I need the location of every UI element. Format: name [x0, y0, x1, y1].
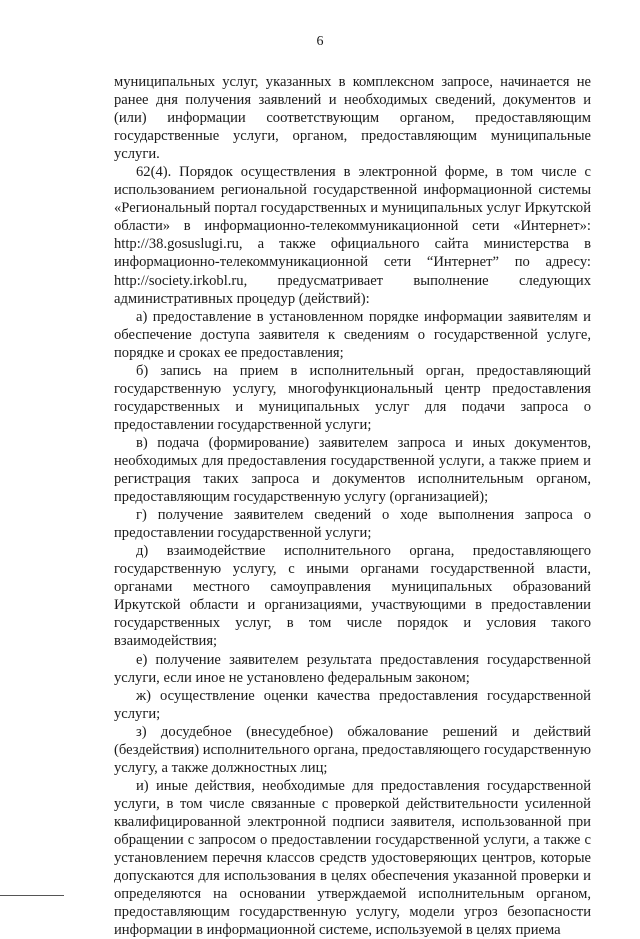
list-item-g: г) получение заявителем сведений о ходе выполнения запроса о предоставлении государственной услуги; [114, 507, 591, 542]
list-item-zh: ж) осуществление оценки качества предоставления государственной услуги; [114, 687, 591, 722]
paragraph-continuation: муниципальных услуг, указанных в комплексном запросе, начинается не ранее дня получения заявлений и необходимых сведений, документов и (или) информации соответствующим органом, предоставляющим государственные услуги, органом, предоставляющим муниципальные услуги. [114, 74, 591, 163]
list-item-i: и) иные действия, необходимые для предоставления государственной услуги, в том числе связанные с проверкой действительности усиленной квалифицированной электронной подписи заявителя, использованной при обращении с запросом о предоставлении государственной услуги, а также с установлением перечня классов средств удостоверяющих центров, которые допускаются для использования в целях обеспечения указанной проверки и определяются на основании утверждаемой исполнительным органом, предоставляющим государственную услугу, модели угроз безопасности информации в информационной системе, используемой в целях приема [114, 777, 591, 939]
document-body [114, 73, 591, 939]
page-number: 6 [316, 34, 324, 49]
list-item-v: в) подача (формирование) заявителем запроса и иных документов, необходимых для предоставления государственной услуги, а также прием и регистрация таких запроса и документов исполнительным органом, предоставляющим государственную услугу (организацией); [114, 434, 591, 506]
list-item-d: д) взаимодействие исполнительного органа, предоставляющего государственную услугу, с иными органами государственной власти, органами местного самоуправления муниципальных образований Иркутской области и организациями, участвующими в предоставлении государственных услуг, в том числе порядок и условия такого взаимодействия; [114, 543, 591, 650]
footer-divider [0, 895, 64, 896]
list-item-a: а) предоставление в установленном порядке информации заявителям и обеспечение доступа заявителя к сведениям о государственной услуге, порядке и сроках ее предоставления; [114, 308, 591, 361]
paragraph-clause-62-4: 62(4). Порядок осуществления в электронной форме, в том числе с использованием региональной государственной информационной системы «Региональный портал государственных и муниципальных услуг Иркутской области» в информационно-телекоммуникационной сети «Интернет»: http://38.gosuslugi.ru, а также официального сайта министерства в информационно-телекоммуникационной сети “Интернет” по адресу: http://society.irkobl.ru, предусматривает выполнение следующих административных процедур (действий): [114, 164, 591, 307]
list-item-e: е) получение заявителем результата предоставления государственной услуги, если иное не установлено федеральным законом; [114, 651, 591, 686]
list-item-z: з) досудебное (внесудебное) обжалование решений и действий (бездействия) исполнительного органа, предоставляющего государственную услугу, а также должностных лиц; [114, 723, 591, 776]
list-item-b: б) запись на прием в исполнительный орган, предоставляющий государственную услугу, многофункциональный центр предоставления государственных и муниципальных услуг для подачи запроса о предоставлении государственной услуги; [114, 362, 591, 433]
